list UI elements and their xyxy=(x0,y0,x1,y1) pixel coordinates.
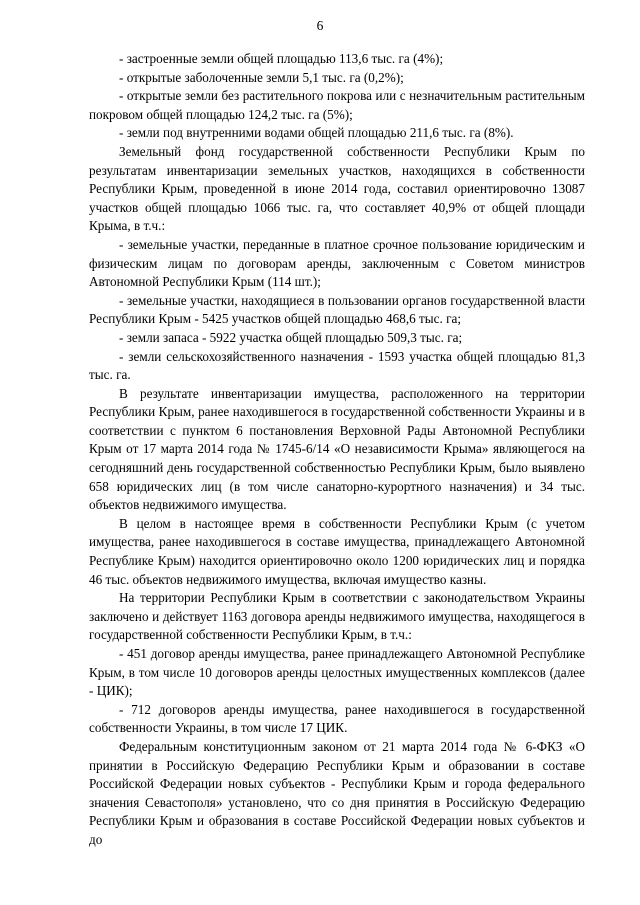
list-item-built-up-lands: - застроенные земли общей площадью 113,6 тыс. га (4%); xyxy=(119,51,444,66)
list-item-arc-leases: - 451 договор аренды имущества, ранее принадлежащего Автономной Республике Крым, в том числе 10 договоров аренды целостных имущественных комплексов (далее - ЦИК); xyxy=(89,646,585,699)
list-item-water-lands: - земли под внутренними водами общей площадью 211,6 тыс. га (8%). xyxy=(119,125,514,141)
paragraph-inventory-results: В результате инвентаризации имущества, расположенного на территории Республики Крым, ранее находившегося в государственной собственности Украины и в соответствии с пунктом 6 постановления Верховной Рады Автономной Республики Крым от 17 марта 2014 года № 1745-6/14 «О независимости Крыма» являющегося на сегодняшний день государственной собственностью Республики Крым, было выявлено 658 юридических лиц (в том числе санаторно-курортного назначения) и 34 тыс. объектов недвижимого имущества. xyxy=(89,385,585,513)
list-item-government-plots: - земельные участки, находящиеся в пользовании органов государственной власти Республики Крым - 5425 участков общей площадью 468,6 тыс. га; xyxy=(89,292,585,327)
list-item-swamp-lands: - открытые заболоченные земли 5,1 тыс. га (0,2%); xyxy=(119,69,404,85)
document-body xyxy=(89,50,585,850)
paragraph-land-fund: Земельный фонд государственной собственности Республики Крым по результатам инвентаризации земельных участков, находящихся в собственности Республики Крым, проведенной в июне 2014 года, составил ориентировочно 13087 участков общей площадью 1066 тыс. га, что составляет 40,9% от общей площади Крыма, в т.ч.: xyxy=(89,143,585,234)
page-number: 6 xyxy=(316,18,324,33)
paragraph-current-property: В целом в настоящее время в собственности Республики Крым (с учетом имущества, ранее находившегося в составе имущества, принадлежащего Автономной Республике Крым) находится ориентировочно около 1200 юридических лиц и порядка 46 тыс. объектов недвижимого имущества, включая имущество казны. xyxy=(89,515,585,587)
list-item-reserve-lands: - земли запаса - 5922 участка общей площадью 509,3 тыс. га; xyxy=(119,329,463,345)
paragraph-lease-agreements: На территории Республики Крым в соответствии с законодательством Украины заключено и действует 1163 договора аренды недвижимого имущества, находящегося в государственной собственности Республики Крым, в т.ч.: xyxy=(89,590,585,643)
list-item-ukraine-leases: - 712 договоров аренды имущества, ранее находившегося в государственной собственности Украины, в том числе 17 ЦИК. xyxy=(89,701,585,736)
paragraph-federal-law: Федеральным конституционным законом от 21 марта 2014 года № 6-ФКЗ «О принятии в Российскую Федерацию Республики Крым и образовании в составе Российской Федерации новых субъектов - Республики Крым и города федерального значения Севастополя» установлено, что со дня принятия в Российскую Федерацию Республики Крым и образования в составе Российской Федерации новых субъектов и до xyxy=(89,738,585,847)
list-item-agricultural-lands: - земли сельскохозяйственного назначения - 1593 участка общей площадью 81,3 тыс. га. xyxy=(89,348,585,383)
list-item-bare-lands: - открытые земли без растительного покрова или с незначительным растительным покровом общей площадью 124,2 тыс. га (5%); xyxy=(89,88,585,122)
list-item-leased-plots: - земельные участки, переданные в платное срочное пользование юридическим и физическим лицам по договорам аренды, заключенным с Советом министров Автономной Республики Крым (114 шт.); xyxy=(89,236,585,290)
